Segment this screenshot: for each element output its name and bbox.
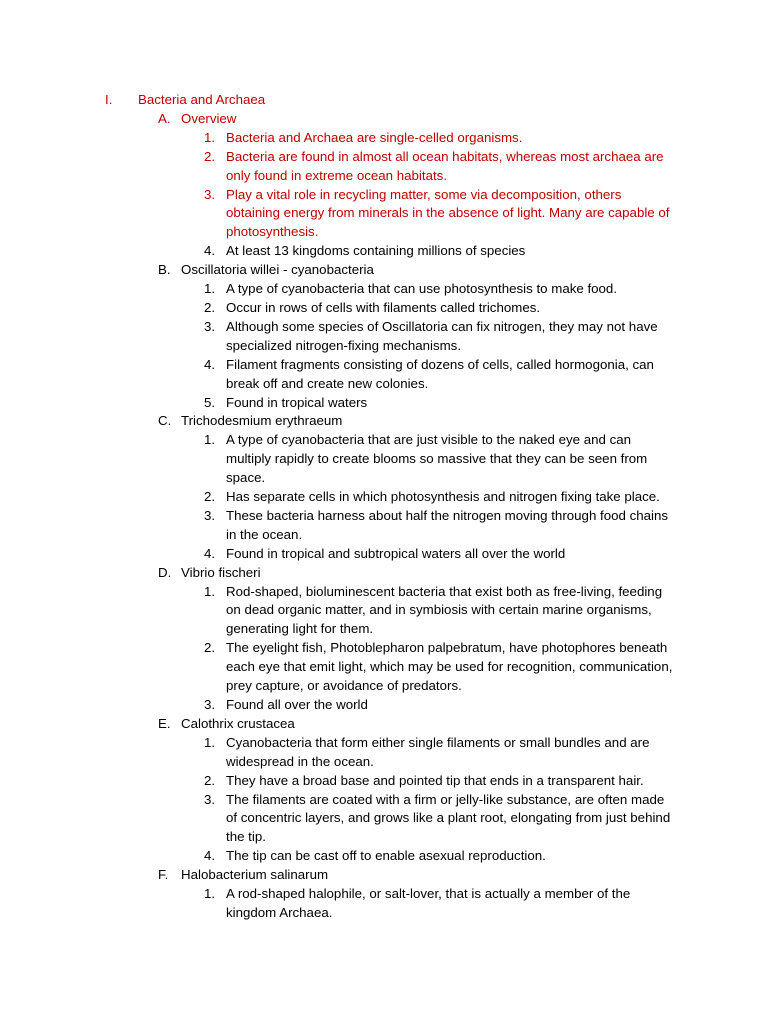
list-item (0, 583, 768, 640)
subsection-list (0, 110, 768, 923)
subsection-heading (0, 110, 768, 129)
list-item (0, 280, 768, 299)
list-item (0, 772, 768, 791)
list-item-marker: 1. (204, 886, 216, 902)
list-item-text: Has separate cells in which photosynthesis and nitrogen fixing take place. (226, 489, 660, 505)
list-item (0, 507, 768, 545)
subsection-marker: A. (158, 110, 171, 126)
list-item-marker: 1. (204, 281, 216, 297)
list-item (0, 545, 768, 564)
subsection-marker: E. (158, 715, 171, 731)
list-item (0, 356, 768, 394)
list-item (0, 696, 768, 715)
list-item-marker: 3. (204, 186, 216, 202)
list-item (0, 129, 768, 148)
subsection-heading (0, 564, 768, 583)
list-item-text: Play a vital role in recycling matter, some via decomposition, others obtaining energy from minerals in the absence of light. Many are capable of photosynthesis. (226, 186, 670, 240)
subsection-marker: D. (158, 564, 172, 580)
list-item-text: Bacteria are found in almost all ocean habitats, whereas most archaea are only found in extreme ocean habitats. (226, 148, 664, 183)
list-item-marker: 4. (204, 848, 216, 864)
list-item-marker: 5. (204, 394, 216, 410)
subsection-heading (0, 715, 768, 734)
list-item-text: Rod-shaped, bioluminescent bacteria that exist both as free-living, feeding on dead organic matter, and in symbiosis with certain marine organisms, generating light for them. (226, 583, 663, 637)
list-item-marker: 4. (204, 545, 216, 561)
list-item-marker: 3. (204, 318, 216, 334)
list-item (0, 148, 768, 186)
list-item-marker: 1. (204, 432, 216, 448)
list-item-marker: 3. (204, 791, 216, 807)
list-item-text: These bacteria harness about half the nitrogen moving through food chains in the ocean. (226, 507, 669, 542)
list-item (0, 242, 768, 261)
subsection-heading (0, 866, 768, 885)
list-item-text: The eyelight fish, Photoblepharon palpebratum, have photophores beneath each eye that emit light, which may be used for recognition, communication, prey capture, or avoidance of predators. (226, 640, 673, 694)
list-item-marker: 2. (204, 640, 216, 656)
list-item (0, 488, 768, 507)
list-item-text: Filament fragments consisting of dozens of cells, called hormogonia, can break off and create new colonies. (226, 356, 654, 391)
list-item-text: Found in tropical waters (226, 394, 368, 410)
list-item-marker: 1. (204, 129, 216, 145)
list-item-marker: 2. (204, 772, 216, 788)
section-heading (0, 91, 768, 110)
subsection-title: Halobacterium salinarum (181, 867, 329, 883)
list-item (0, 431, 768, 488)
subsection-title: Calothrix crustacea (181, 715, 295, 731)
list-item-text: Although some species of Oscillatoria can fix nitrogen, they may not have specialized nitrogen-fixing mechanisms. (226, 318, 658, 353)
subsection-marker: F. (158, 867, 169, 883)
list-item (0, 318, 768, 356)
list-item-text: The filaments are coated with a firm or jelly-like substance, are often made of concentric layers, and grows like a plant root, elongating from just behind the tip. (226, 791, 671, 845)
list-item-text: A rod-shaped halophile, or salt-lover, that is actually a member of the kingdom Archaea. (226, 886, 631, 920)
outline-list (0, 91, 768, 923)
section-marker: I. (105, 92, 113, 107)
list-item-text: A type of cyanobacteria that can use photosynthesis to make food. (226, 281, 618, 297)
list-item-marker: 1. (204, 583, 216, 599)
list-item-marker: 1. (204, 734, 216, 750)
list-item-text: A type of cyanobacteria that are just visible to the naked eye and can multiply rapidly to create blooms so massive that they can be seen from space. (226, 432, 648, 486)
list-item (0, 791, 768, 848)
list-item-marker: 2. (204, 148, 216, 164)
subsection-title: Oscillatoria willei - cyanobacteria (181, 262, 374, 278)
subsection-title: Trichodesmium erythraeum (181, 413, 343, 429)
list-item-text: Found in tropical and subtropical waters all over the world (226, 545, 566, 561)
list-item-text: Occur in rows of cells with filaments called trichomes. (226, 299, 541, 315)
subsection-marker: B. (158, 262, 171, 278)
list-item-text: The tip can be cast off to enable asexual reproduction. (226, 848, 546, 864)
list-item-marker: 3. (204, 697, 216, 712)
list-item-text: Cyanobacteria that form either single filaments or small bundles and are widespread in the ocean. (226, 734, 650, 769)
list-item-text: Bacteria and Archaea are single-celled organisms. (226, 129, 523, 145)
list-item (0, 734, 768, 772)
list-item (0, 639, 768, 696)
subsection-title: Vibrio fischeri (181, 564, 261, 580)
list-item-marker: 2. (204, 489, 216, 505)
list-item-text: At least 13 kingdoms containing millions of species (226, 243, 526, 259)
subsection-marker: C. (158, 413, 172, 429)
list-item (0, 186, 768, 243)
section-title: Bacteria and Archaea (138, 92, 266, 107)
list-item-marker: 3. (204, 507, 216, 523)
list-item-marker: 2. (204, 299, 216, 315)
list-item-text: They have a broad base and pointed tip that ends in a transparent hair. (226, 772, 644, 788)
list-item-marker: 4. (204, 356, 216, 372)
list-item-text: Found all over the world (226, 697, 368, 712)
subsection-heading (0, 412, 768, 431)
subsection-title: Overview (181, 110, 237, 126)
list-item-marker: 4. (204, 243, 216, 259)
list-item (0, 299, 768, 318)
subsection-heading (0, 261, 768, 280)
list-item (0, 847, 768, 866)
list-item (0, 885, 768, 923)
list-item (0, 394, 768, 413)
